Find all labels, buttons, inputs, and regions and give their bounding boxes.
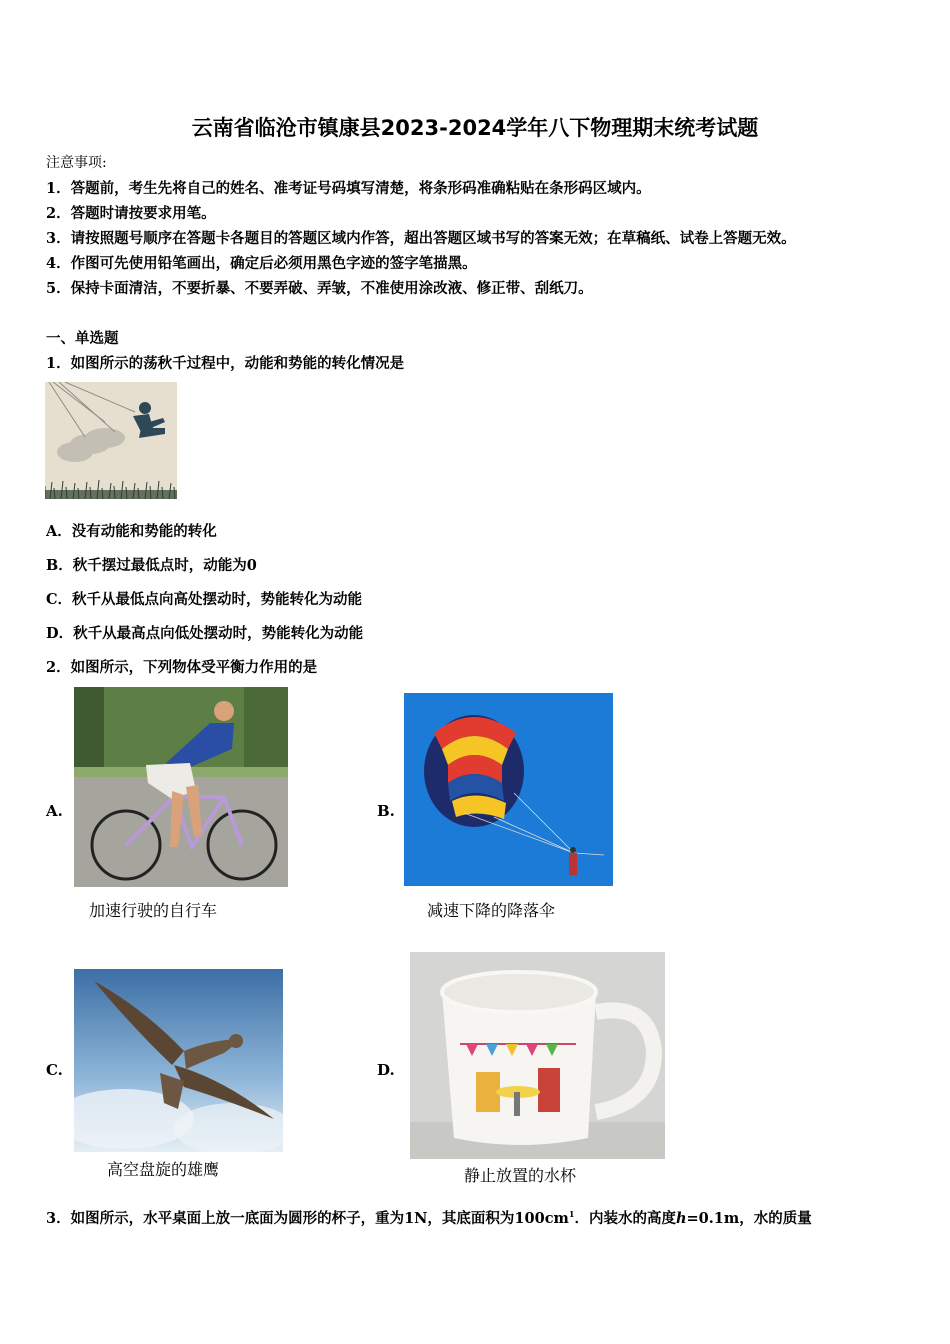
q2-stem: 2．如图所示，下列物体受平衡力作用的是 xyxy=(46,659,318,676)
q3-var: h xyxy=(675,1210,687,1227)
page-title: 云南省临沧市镇康县2023-2024学年八下物理期末统考试题 xyxy=(191,116,759,140)
q2-option-b-label: B. xyxy=(377,802,395,820)
q3-stem xyxy=(46,1207,812,1228)
q1-stem: 1．如图所示的荡秋千过程中，动能和势能的转化情况是 xyxy=(46,355,405,372)
parachute-image xyxy=(404,693,613,886)
bicycle-image xyxy=(74,687,288,887)
q2-option-c-label: C. xyxy=(46,1061,63,1079)
notice-item-2: 2．答题时请按要求用笔。 xyxy=(46,205,216,222)
q2-option-a-caption: 加速行驶的自行车 xyxy=(89,901,218,920)
q3-stem-part2: ．内装水的高度 xyxy=(574,1210,676,1227)
q2-option-b-caption: 减速下降的降落伞 xyxy=(427,901,556,920)
q1-option-c: C．秋千从最低点向高处摆动时，势能转化为动能 xyxy=(46,591,363,608)
q2-option-c-caption: 高空盘旋的雄鹰 xyxy=(107,1160,220,1179)
section-heading: 一、单选题 xyxy=(46,330,119,347)
q2-option-d-caption: 静止放置的水杯 xyxy=(464,1166,577,1185)
q3-stem-part1: 3．如图所示，水平桌面上放一底面为圆形的杯子，重为1N，其底面积为100cm xyxy=(46,1210,569,1227)
notice-item-1: 1．答题前，考生先将自己的姓名、准考证号码填写清楚，将条形码准确粘贴在条形码区域内。 xyxy=(46,180,651,197)
notice-item-5: 5．保持卡面清洁，不要折暴、不要弄破、弄皱，不准使用涂改液、修正带、刮纸刀。 xyxy=(46,280,593,297)
q2-option-a-label: A. xyxy=(46,802,63,820)
q1-option-d: D．秋千从最高点向低处摆动时，势能转化为动能 xyxy=(46,625,364,642)
eagle-image xyxy=(74,969,283,1152)
q1-option-b: B．秋千摆过最低点时，动能为0 xyxy=(46,557,257,574)
notice-item-3: 3．请按照题号顺序在答题卡各题目的答题区域内作答，超出答题区域书写的答案无效；在草稿纸、试卷上答题无效。 xyxy=(46,230,796,247)
swing-image xyxy=(45,382,177,499)
notice-heading: 注意事项: xyxy=(46,155,107,171)
notice-item-4: 4．作图可先使用铅笔画出，确定后必须用黑色字迹的签字笔描黑。 xyxy=(46,255,477,272)
q2-option-d-label: D. xyxy=(377,1061,395,1079)
q3-stem-part3: =0.1m，水的质量 xyxy=(686,1210,812,1227)
q1-option-a: A．没有动能和势能的转化 xyxy=(46,523,217,540)
q3-sup: 1 xyxy=(568,1209,575,1220)
cup-image xyxy=(410,952,665,1159)
